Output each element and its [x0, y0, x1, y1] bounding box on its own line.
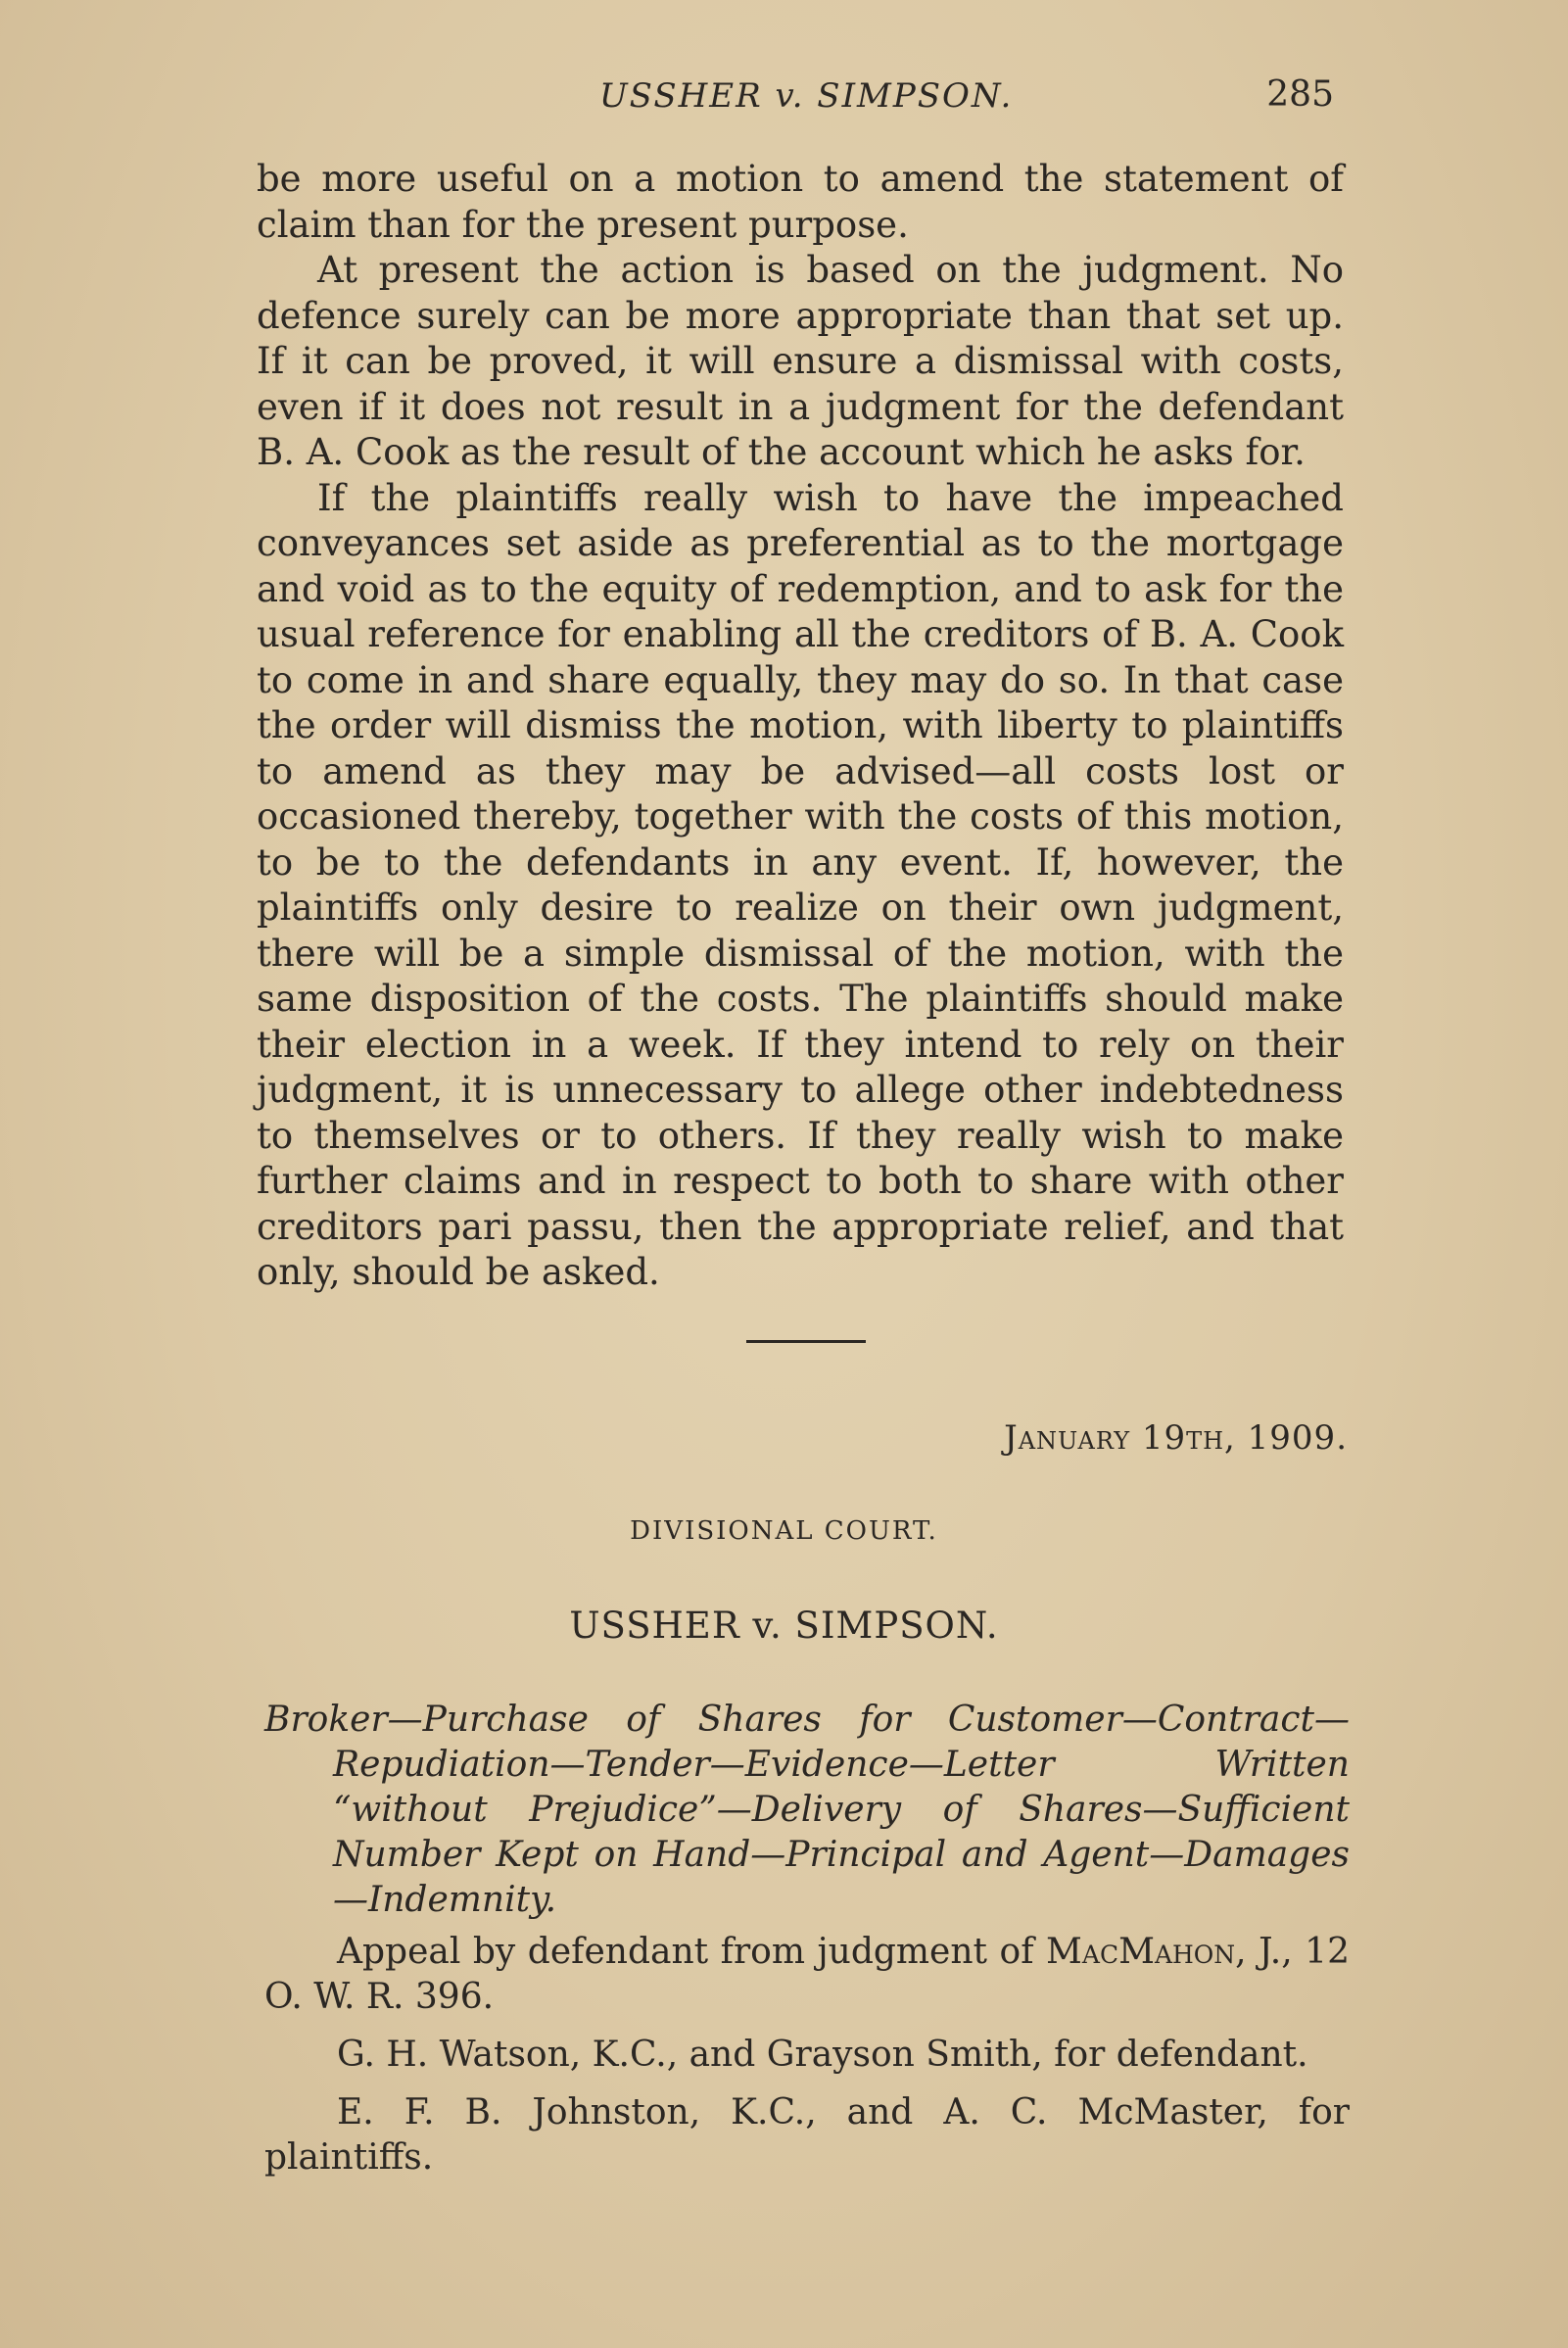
- judgment-date: January 19th, 1909.: [1004, 1418, 1348, 1458]
- headnote: Broker—Purchase of Shares for Customer—Contract—Repudiation—Tender—Evidence—Letter Written “without Prejudice”—Delivery of Shares—Sufficient Number Kept on Hand—Principal and Agent—Damages—Indemnity.: [264, 1700, 1350, 1920]
- running-head: [257, 76, 1334, 125]
- paragraph-plaintiffs-election: If the plaintiffs really wish to have the impeached conveyances set aside as preferential as to the mortgage and void as to the equity of redemption, and to ask for the usual reference for enabling all the creditors of B. A. Cook to come in and share equally, they may do so. In that case the order will dismiss the motion, with liberty to plaintiffs to amend as they may be advised—all costs lost or occasioned thereby, together with the costs of this motion, to be to the defendants in any event. If, however, the plaintiffs only desire to realize on their own judgment, there will be a simple dismissal of the motion, with the same disposition of the costs. The plaintiffs should make their election in a week. If they intend to rely on their judgment, it is unnecessary to allege other indebtedness to themselves or to others. If they really wish to make further claims and in respect to both to share with other creditors pari passu, then the appropriate relief, and that only, should be asked.: [257, 476, 1344, 1293]
- paragraph-present-action: At present the action is based on the judgment. No defence surely can be more appropriate than that set up. If it can be proved, it will ensure a dismissal with costs, even if it does not result in a judgment for the defendant B. A. Cook as the result of the account which he asks for.: [257, 249, 1344, 473]
- case-title: USSHER v. SIMPSON.: [569, 1605, 999, 1647]
- page-number: 285: [1266, 74, 1334, 115]
- body-text: [257, 157, 1344, 1296]
- proceedings: [264, 1930, 1350, 2193]
- appeal-line: [264, 1930, 1350, 2020]
- section-divider: [746, 1340, 866, 1343]
- judge-name: MacMahon, J.: [1046, 1932, 1282, 1972]
- appeal-citation: , 12 O. W. R. 396.: [264, 1932, 1350, 2017]
- counsel-plaintiffs: E. F. B. Johnston, K.C., and A. C. McMaster, for plaintiffs.: [264, 2092, 1350, 2178]
- counsel-defendant: G. H. Watson, K.C., and Grayson Smith, for defendant.: [337, 2035, 1308, 2075]
- appeal-prefix: Appeal by defendant from judgment of: [337, 1932, 1047, 1972]
- paragraph-continuation: be more useful on a motion to amend the statement of claim than for the present purpose.: [257, 158, 1344, 246]
- court-name: DIVISIONAL COURT.: [630, 1516, 938, 1546]
- running-title: USSHER v. SIMPSON.: [599, 76, 1014, 116]
